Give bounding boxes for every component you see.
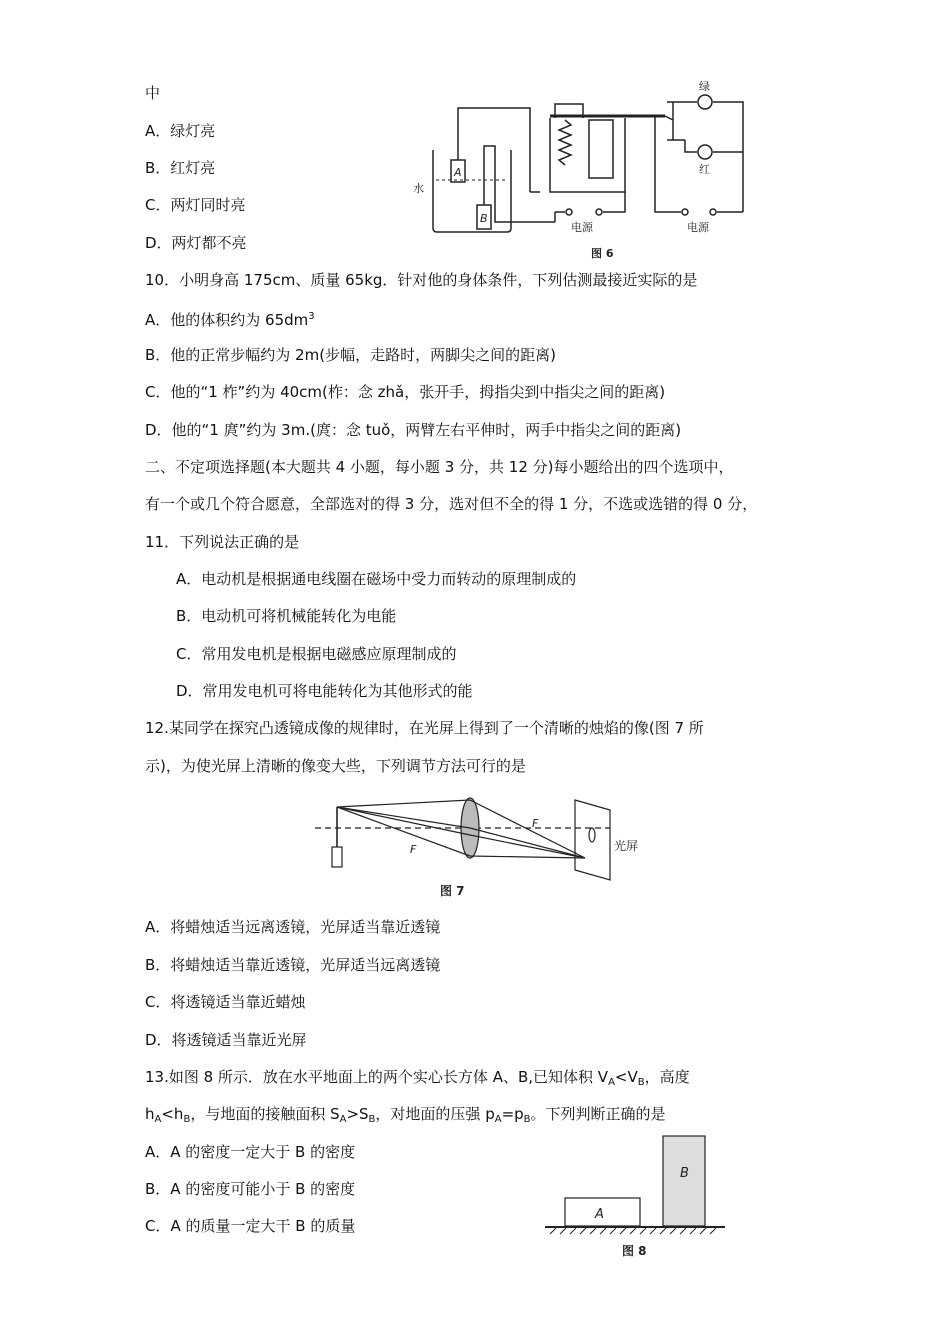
q9-tail: 中 <box>145 84 161 102</box>
fig7-screen-label: 光屏 <box>614 839 639 853</box>
figure-7-lens-diagram <box>310 795 655 900</box>
q9-option-c: C．两灯同时亮 <box>145 196 246 214</box>
fig7-focal-left: F <box>410 843 417 856</box>
fig8-caption: 图 8 <box>622 1244 647 1258</box>
section2-instructions-line2: 有一个或几个符合愿意，全部选对的得 3 分，选对但不全的得 1 分，不选或选错的得 0 分， <box>145 495 758 513</box>
q10-option-d: D．他的“1 庹”约为 3m.(庹：念 tuǒ，两臂左右平伸时，两手中指尖之间的距离) <box>145 421 682 439</box>
fig6-water-label: 水 <box>413 182 424 195</box>
q13-stem-line1: 13.如图 8 所示．放在水平地面上的两个实心长方体 A、B,已知体积 $V_A<V_B$，高度 <box>145 1068 690 1088</box>
q12-stem-line1: 12.某同学在探究凸透镜成像的规律时，在光屏上得到了一个清晰的烛焰的像(图 7 所 <box>145 719 704 737</box>
q13-option-a: A．A 的密度一定大于 B 的密度 <box>145 1143 356 1161</box>
fig6-red-lamp-label: 红 <box>699 163 710 176</box>
q9-option-b: B．红灯亮 <box>145 159 216 177</box>
figure-8-blocks <box>540 1130 730 1260</box>
fig6-power1-label: 电源 <box>571 221 593 234</box>
q10-stem: 10．小明身高 175cm、质量 65kg．针对他的身体条件，下列估测最接近实际的是 <box>145 271 698 289</box>
figure-6-relay-circuit <box>405 80 750 265</box>
q12-stem-line2: 示)，为使光屏上清晰的像变大些，下列调节方法可行的是 <box>145 757 526 775</box>
fig6-electrode-b: B <box>480 212 488 225</box>
fig6-caption: 图 6 <box>591 247 614 260</box>
q11-option-b: B．电动机可将机械能转化为电能 <box>176 607 397 625</box>
fig6-electrode-a: A <box>454 166 462 179</box>
section2-instructions-line1: 二、不定项选择题(本大题共 4 小题，每小题 3 分，共 12 分)每小题给出的四个选项中， <box>145 458 734 476</box>
fig7-caption: 图 7 <box>440 884 465 898</box>
q10-option-a: A．他的体积约为 $65dm^3$ <box>145 311 315 329</box>
q11-option-c: C．常用发电机是根据电磁感应原理制成的 <box>176 645 457 663</box>
q13-stem-line2: $h_A<h_B$，与地面的接触面积 $S_A>S_B$，对地面的压强 $p_A=p_B$。下列判断正确的是 <box>145 1105 666 1125</box>
fig6-power2-label: 电源 <box>687 221 709 234</box>
q13-option-c: C．A 的质量一定大干 B 的质量 <box>145 1217 356 1235</box>
fig8-block-a-label: A <box>595 1207 604 1222</box>
q12-option-a: A．将蜡烛适当远离透镜，光屏适当靠近透镜 <box>145 918 441 936</box>
q9-option-a: A．绿灯亮 <box>145 122 216 140</box>
q12-option-c: C．将透镜适当靠近蜡烛 <box>145 993 306 1011</box>
fig8-block-b-label: B <box>680 1166 689 1181</box>
fig6-green-lamp-label: 绿 <box>699 80 710 93</box>
q10-option-c: C．他的“1 柞”约为 40cm(柞：念 zhǎ，张开手，拇指尖到中指尖之间的距离) <box>145 383 666 401</box>
fig7-focal-right: F <box>532 817 539 830</box>
q11-stem: 11．下列说法正确的是 <box>145 533 300 551</box>
q9-option-d: D．两灯都不亮 <box>145 234 247 252</box>
q10-option-b: B．他的正常步幅约为 2m(步幅，走路时，两脚尖之间的距离) <box>145 346 556 364</box>
q13-option-b: B．A 的密度可能小于 B 的密度 <box>145 1180 356 1198</box>
q12-option-d: D．将透镜适当靠近光屏 <box>145 1031 307 1049</box>
q11-option-a: A．电动机是根据通电线圈在磁场中受力而转动的原理制成的 <box>176 570 577 588</box>
q11-option-d: D．常用发电机可将电能转化为其他形式的能 <box>176 682 473 700</box>
q12-option-b: B．将蜡烛适当靠近透镜，光屏适当远离透镜 <box>145 956 441 974</box>
